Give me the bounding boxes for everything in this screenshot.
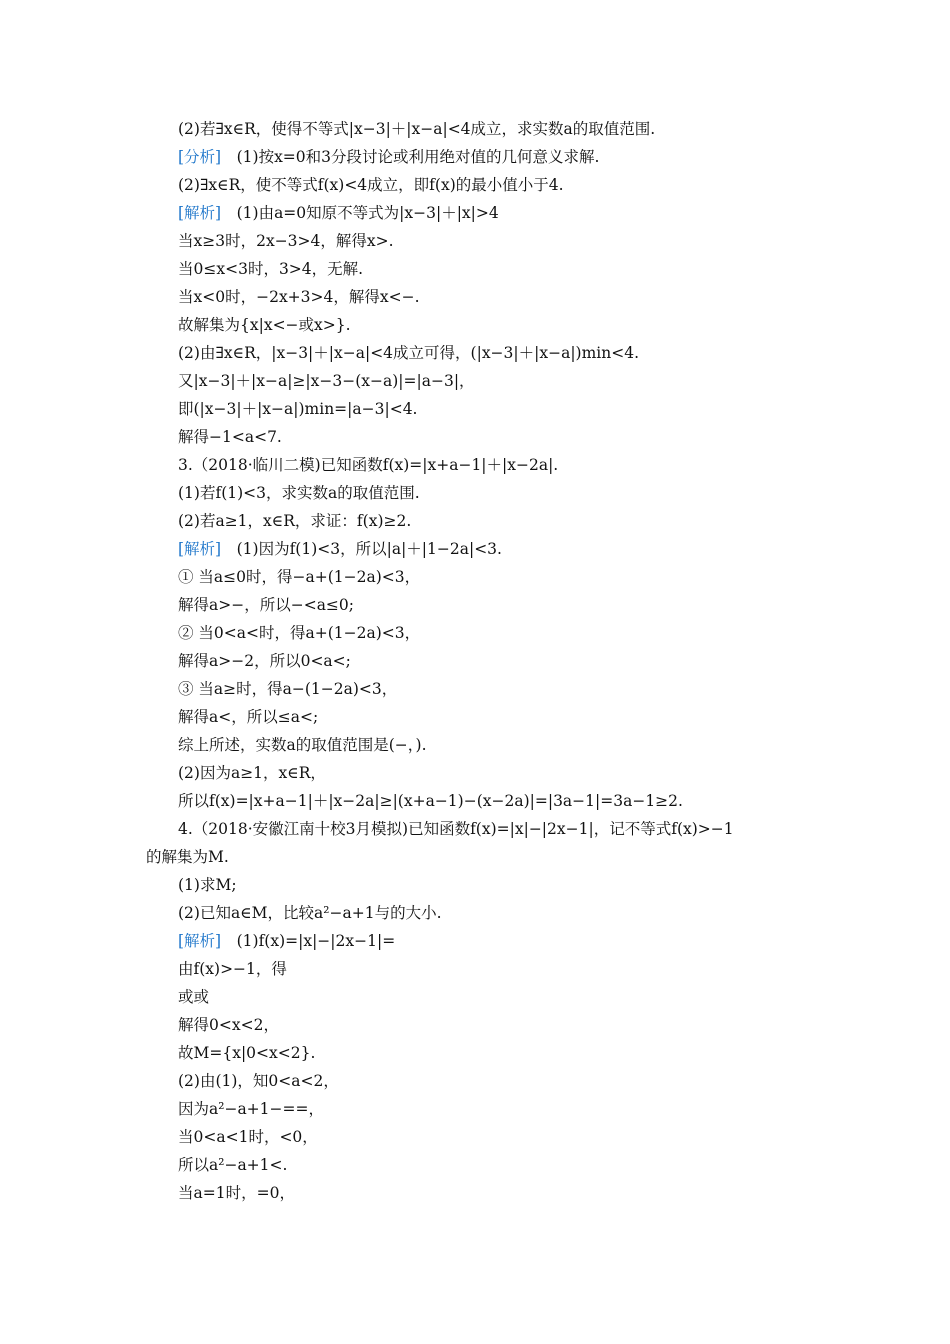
text-line: (2)∃x∈R，使不等式f(x)<4成立，即f(x)的最小值小于4. bbox=[178, 176, 564, 194]
text-line: 解得0<x<2， bbox=[178, 1016, 279, 1034]
text-line: (1)若f(1)<3，求实数a的取值范围. bbox=[178, 484, 420, 502]
problem-3-heading: 3.（2018·临川二模)已知函数f(x)=|x+a−1|＋|x−2a|. bbox=[178, 456, 559, 474]
text-line: 或或 bbox=[178, 988, 210, 1006]
section-tag: [解析] bbox=[178, 932, 222, 950]
text-line: (2)若a≥1，x∈R，求证：f(x)≥2. bbox=[178, 512, 412, 530]
text-line: (2)若∃x∈R，使得不等式|x−3|＋|x−a|<4成立，求实数a的取值范围. bbox=[178, 120, 656, 138]
text-line: 所以f(x)=|x+a−1|＋|x−2a|≥|(x+a−1)−(x−2a)|=|3a−1|=3a−1≥2. bbox=[178, 792, 683, 810]
text-line: 的解集为M. bbox=[146, 848, 229, 866]
text-line: 解得a>−2，所以0<a<; bbox=[178, 652, 351, 670]
section-tag: [解析] bbox=[178, 540, 222, 558]
text-line: ① 当a≤0时，得−a+(1−2a)<3， bbox=[178, 568, 421, 586]
text-line: 当0<a<1时，<0， bbox=[178, 1128, 318, 1146]
text-line: (1)求M; bbox=[178, 876, 237, 894]
text-line: (2)由∃x∈R，|x−3|＋|x−a|<4成立可得，(|x−3|＋|x−a|)min<4. bbox=[178, 344, 640, 362]
text-line: 因为a²−a+1−==， bbox=[178, 1100, 324, 1118]
text-line: 当x<0时，−2x+3>4，解得x<−. bbox=[178, 288, 420, 306]
solution-line: [解析] (1)因为f(1)<3，所以|a|＋|1−2a|<3. bbox=[178, 540, 502, 558]
text-line: ② 当0<a<时，得a+(1−2a)<3， bbox=[178, 624, 421, 642]
text-line: 故M={x|0<x<2}. bbox=[178, 1044, 316, 1062]
text-line: 又|x−3|＋|x−a|≥|x−3−(x−a)|=|a−3|， bbox=[178, 372, 475, 390]
text-line: 解得a<，所以≤a<; bbox=[178, 708, 319, 726]
text-line: 由f(x)>−1，得 bbox=[178, 960, 287, 978]
analysis-line: [分析] (1)按x=0和3分段讨论或利用绝对值的几何意义求解. bbox=[178, 148, 600, 166]
text-line: (2)因为a≥1，x∈R， bbox=[178, 764, 326, 782]
text-line: 即(|x−3|＋|x−a|)min=|a−3|<4. bbox=[178, 400, 418, 418]
text-line: 综上所述，实数a的取值范围是(−，). bbox=[178, 736, 427, 754]
text-line: (2)已知a∈M，比较a²−a+1与的大小. bbox=[178, 904, 442, 922]
problem-4-heading: 4.（2018·安徽江南十校3月模拟)已知函数f(x)=|x|−|2x−1|，记不等式f(x)>−1 bbox=[178, 820, 734, 838]
text-line: 当x≥3时，2x−3>4，解得x>. bbox=[178, 232, 394, 250]
text-line: 所以a²−a+1<. bbox=[178, 1156, 288, 1174]
text-line: 解得a>−，所以−<a≤0; bbox=[178, 596, 355, 614]
text-line: (2)由(1)，知0<a<2， bbox=[178, 1072, 339, 1090]
solution-line: [解析] (1)由a=0知原不等式为|x−3|＋|x|>4 bbox=[178, 204, 499, 222]
text-line: 当a=1时，=0， bbox=[178, 1184, 295, 1202]
solution-line: [解析] (1)f(x)=|x|−|2x−1|= bbox=[178, 932, 396, 950]
section-tag: [解析] bbox=[178, 204, 222, 222]
text-line: 当0≤x<3时，3>4，无解. bbox=[178, 260, 364, 278]
text-line: 故解集为{x|x<−或x>}. bbox=[178, 316, 351, 334]
section-tag: [分析] bbox=[178, 148, 222, 166]
text-line: 解得−1<a<7. bbox=[178, 428, 282, 446]
text-line: ③ 当a≥时，得a−(1−2a)<3， bbox=[178, 680, 398, 698]
